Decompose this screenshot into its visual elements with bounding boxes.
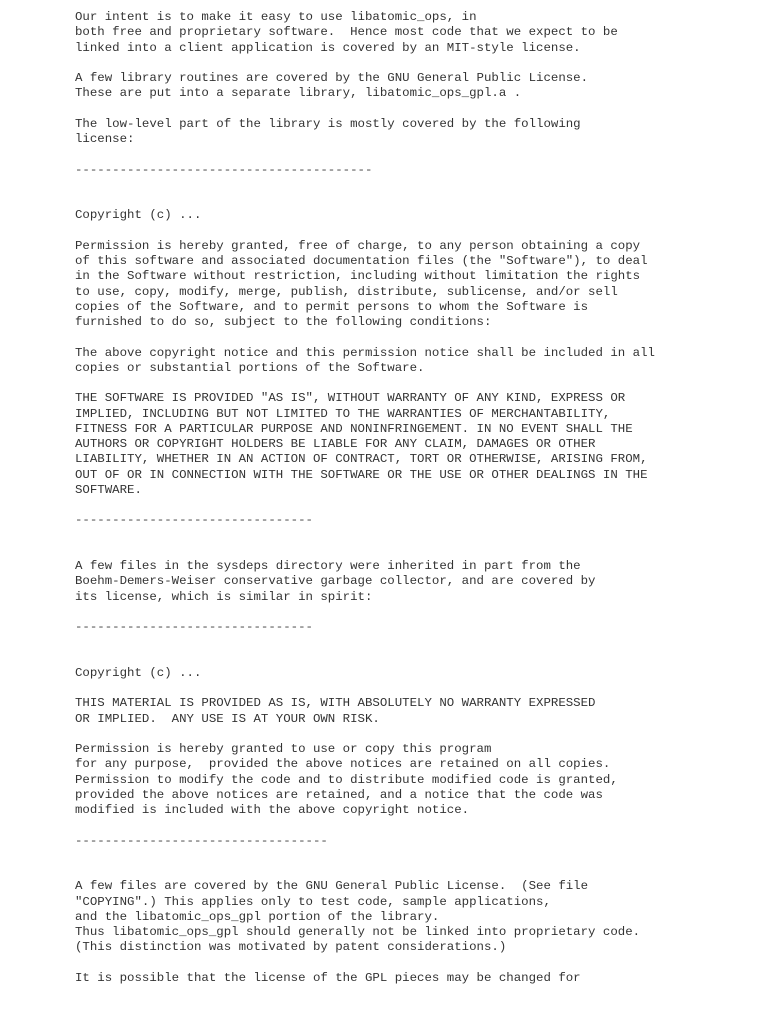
separator-line: [75, 163, 745, 178]
text-line: A few files in the sysdeps directory were inherited in part from the: [75, 559, 581, 573]
blank-line: [75, 56, 745, 71]
text-line: IMPLIED, INCLUDING BUT NOT LIMITED TO THE WARRANTIES OF MERCHANTABILITY,: [75, 406, 611, 421]
separator-text: ----------------------------------------: [75, 162, 373, 177]
paragraph: [75, 346, 745, 377]
text-line: THIS MATERIAL IS PROVIDED AS IS, WITH ABSOLUTELY NO WARRANTY EXPRESSED: [75, 696, 596, 711]
paragraph: [75, 10, 745, 56]
text-line: in the Software without restriction, including without limitation the rights: [75, 269, 641, 284]
text-line: AUTHORS OR COPYRIGHT HOLDERS BE LIABLE FOR ANY CLAIM, DAMAGES OR OTHER: [75, 437, 596, 451]
text-line: Permission to modify the code and to distribute modified code is granted,: [75, 772, 618, 787]
text-line: to use, copy, modify, merge, publish, distribute, sublicense, and/or sell: [75, 284, 618, 299]
text-line: of this software and associated documentation files (the "Software"), to deal: [75, 254, 648, 268]
separator-line: [75, 834, 745, 849]
paragraph: [75, 666, 745, 681]
text-line: its license, which is similar in spirit:: [75, 589, 373, 604]
blank-line: [75, 102, 745, 117]
text-line: copies of the Software, and to permit persons to whom the Software is: [75, 299, 589, 314]
blank-line: [75, 178, 745, 193]
text-line: furnished to do so, subject to the following conditions:: [75, 315, 492, 329]
paragraph: [75, 391, 745, 498]
text-line: The above copyright notice and this permission notice shall be included in all: [75, 345, 655, 360]
blank-line: [75, 605, 745, 620]
text-line: and the libatomic_ops_gpl portion of the library.: [75, 909, 440, 924]
paragraph: [75, 208, 745, 223]
blank-line: [75, 147, 745, 162]
text-line: Our intent is to make it easy to use libatomic_ops, in: [75, 10, 477, 24]
separator-text: --------------------------------: [75, 620, 313, 634]
text-line: Thus libatomic_ops_gpl should generally not be linked into proprietary code.: [75, 925, 641, 939]
blank-line: [75, 529, 745, 544]
text-line: OR IMPLIED. ANY USE IS AT YOUR OWN RISK.: [75, 711, 380, 726]
blank-line: [75, 681, 745, 696]
text-line: FITNESS FOR A PARTICULAR PURPOSE AND NONINFRINGEMENT. IN NO EVENT SHALL THE: [75, 421, 633, 436]
separator-text: ----------------------------------: [75, 833, 328, 848]
separator-line: [75, 620, 745, 635]
paragraph: [75, 117, 745, 148]
text-line: license:: [75, 132, 135, 146]
blank-line: [75, 193, 745, 208]
text-line: Copyright (c) ...: [75, 208, 202, 223]
blank-line: [75, 651, 745, 666]
blank-line: [75, 956, 745, 971]
paragraph: [75, 879, 745, 955]
separator-line: [75, 513, 745, 528]
blank-line: [75, 224, 745, 239]
paragraph: [75, 71, 745, 102]
blank-line: [75, 635, 745, 650]
text-line: "COPYING".) This applies only to test code, sample applications,: [75, 894, 551, 909]
paragraph: [75, 971, 745, 986]
text-line: The low-level part of the library is mostly covered by the following: [75, 116, 581, 131]
text-line: both free and proprietary software. Hence most code that we expect to be: [75, 25, 618, 40]
blank-line: [75, 864, 745, 879]
blank-line: [75, 849, 745, 864]
text-line: provided the above notices are retained, and a notice that the code was: [75, 787, 603, 802]
text-line: Copyright (c) ...: [75, 665, 202, 680]
blank-line: [75, 330, 745, 345]
text-line: OUT OF OR IN CONNECTION WITH THE SOFTWARE OR THE USE OR OTHER DEALINGS IN THE: [75, 467, 648, 482]
text-line: LIABILITY, WHETHER IN AN ACTION OF CONTRACT, TORT OR OTHERWISE, ARISING FROM,: [75, 452, 648, 467]
separator-text: --------------------------------: [75, 513, 313, 528]
text-line: It is possible that the license of the GPL pieces may be changed for: [75, 970, 581, 985]
blank-line: [75, 498, 745, 513]
blank-line: [75, 818, 745, 833]
text-line: for any purpose, provided the above notices are retained on all copies.: [75, 757, 611, 772]
text-line: modified is included with the above copyright notice.: [75, 803, 470, 817]
paragraph: [75, 239, 745, 331]
text-line: SOFTWARE.: [75, 482, 142, 497]
text-line: (This distinction was motivated by patent considerations.): [75, 940, 507, 955]
text-line: These are put into a separate library, libatomic_ops_gpl.a .: [75, 86, 522, 101]
text-line: Boehm-Demers-Weiser conservative garbage collector, and are covered by: [75, 574, 596, 589]
paragraph: [75, 742, 745, 818]
paragraph: [75, 696, 745, 727]
license-document: [75, 10, 745, 986]
text-line: Permission is hereby granted to use or copy this program: [75, 742, 492, 756]
text-line: A few library routines are covered by the GNU General Public License.: [75, 71, 589, 85]
text-line: linked into a client application is covered by an MIT-style license.: [75, 40, 581, 55]
text-line: copies or substantial portions of the Software.: [75, 360, 425, 375]
text-line: Permission is hereby granted, free of charge, to any person obtaining a copy: [75, 238, 641, 253]
blank-line: [75, 376, 745, 391]
blank-line: [75, 544, 745, 559]
text-line: A few files are covered by the GNU General Public License. (See file: [75, 879, 589, 894]
text-line: THE SOFTWARE IS PROVIDED "AS IS", WITHOUT WARRANTY OF ANY KIND, EXPRESS OR: [75, 391, 626, 406]
blank-line: [75, 727, 745, 742]
paragraph: [75, 559, 745, 605]
